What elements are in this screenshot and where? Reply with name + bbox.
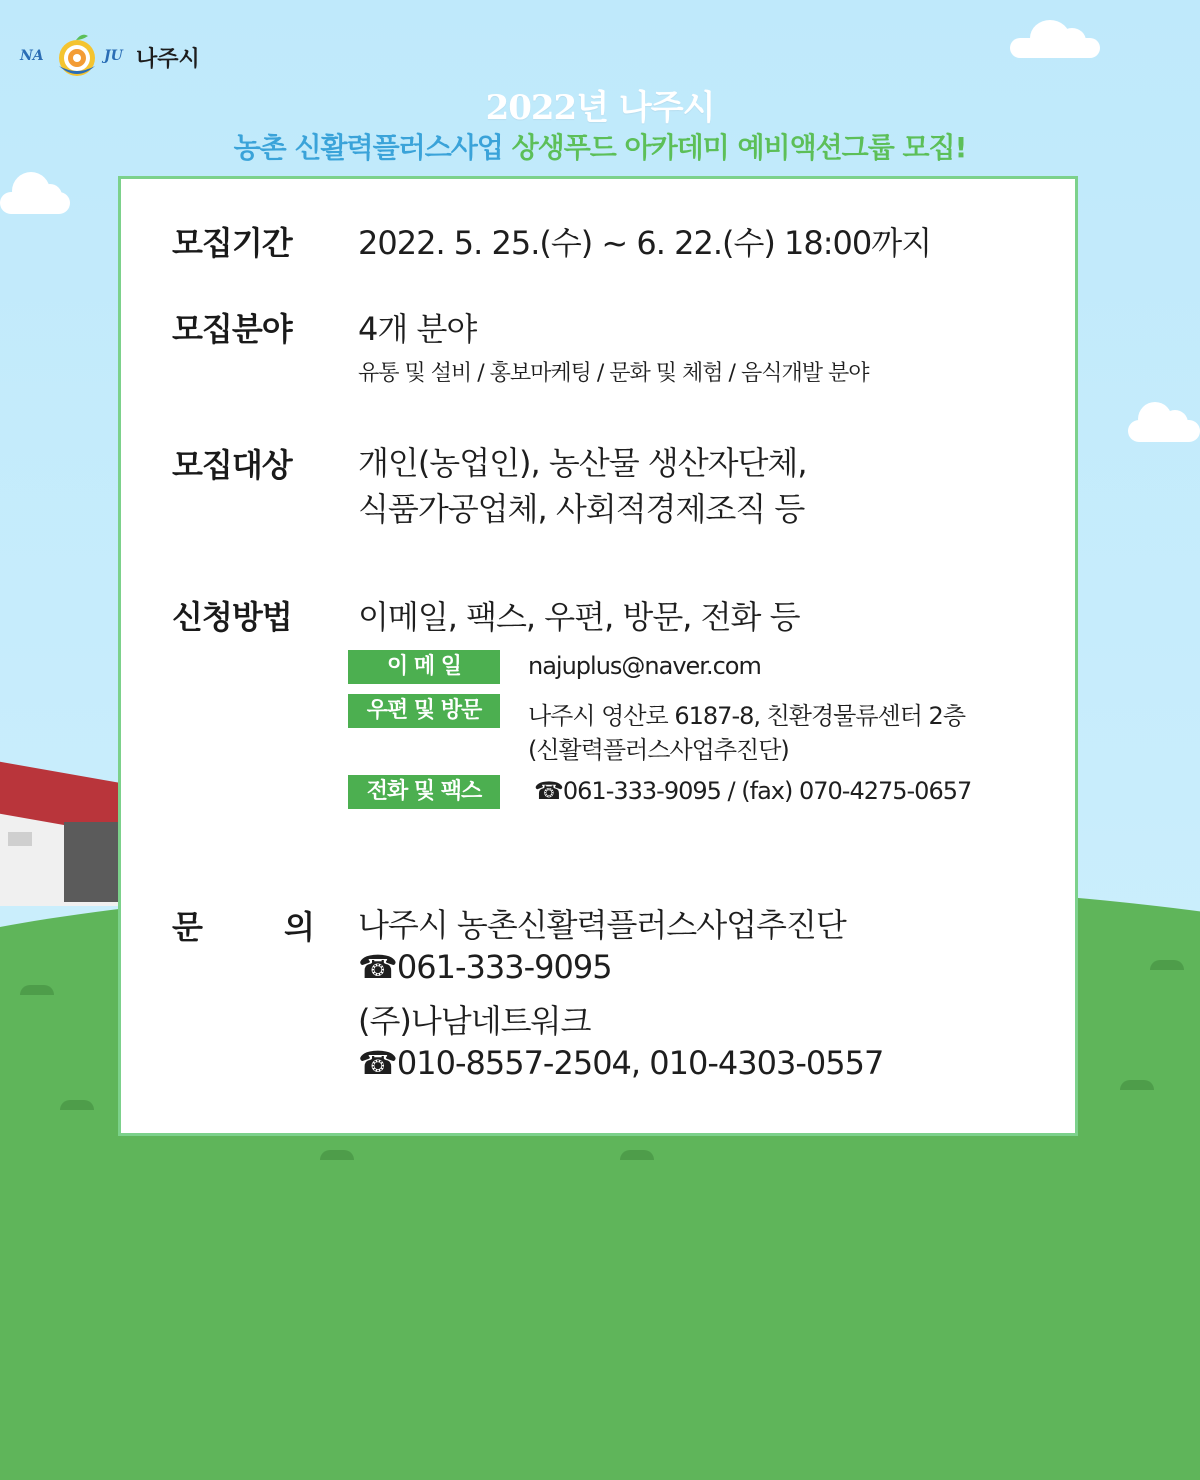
visit-address: 나주시 영산로 6187-8, 친환경물류센터 2층 (528, 702, 965, 730)
phone-badge: 전화 및 팩스 (348, 775, 500, 809)
apply-value: 이메일, 팩스, 우편, 방문, 전화 등 (358, 598, 800, 636)
grass-tuft (620, 1150, 654, 1160)
naju-emblem-icon (52, 30, 102, 80)
subtitle-part2: 상생푸드 아카데미 예비액션그룹 모집! (511, 131, 967, 164)
apply-label: 신청방법 (172, 598, 292, 636)
email-badge: 이 메 일 (348, 650, 500, 684)
contact-label-b: 의 (284, 908, 314, 946)
grass-tuft (20, 985, 54, 995)
phone-fax-value: ☎061-333-9095 / (fax) 070-4275-0657 (534, 777, 972, 805)
target-line1: 개인(농업인), 농산물 생산자단체, (358, 444, 807, 482)
visit-office: (신활력플러스사업추진단) (528, 736, 789, 764)
cloud-decoration (0, 192, 70, 214)
grass-tuft (1120, 1080, 1154, 1090)
visit-badge: 우편 및 방문 (348, 694, 500, 728)
grass-tuft (320, 1150, 354, 1160)
grass-tuft (60, 1100, 94, 1110)
page-subtitle (0, 126, 1200, 166)
subtitle-part1: 농촌 신활력플러스사업 (233, 131, 503, 164)
contact-line3: (주)나남네트워크 (358, 1002, 591, 1040)
field-label: 모집분야 (172, 310, 292, 348)
logo-ju-text: JU (104, 48, 123, 64)
logo-na-text: NA (20, 48, 44, 64)
naju-logo (20, 22, 220, 82)
target-label: 모집대상 (172, 446, 292, 484)
cloud-decoration (1010, 38, 1100, 58)
contact-line2: ☎061-333-9095 (358, 948, 612, 986)
field-value: 4개 분야 (358, 310, 477, 348)
barn-illustration (0, 760, 118, 900)
period-label: 모집기간 (172, 224, 292, 262)
email-value: najuplus@naver.com (528, 652, 761, 680)
field-detail: 유통 및 설비 / 홍보마케팅 / 문화 및 체험 / 음식개발 분야 (358, 361, 869, 386)
grass-tuft (1150, 960, 1184, 970)
page-title: 2022년 나주시 (485, 88, 715, 128)
contact-label-a: 문 (172, 908, 202, 946)
period-value: 2022. 5. 25.(수) ~ 6. 22.(수) 18:00까지 (358, 224, 932, 262)
contact-line1: 나주시 농촌신활력플러스사업추진단 (358, 906, 846, 944)
logo-city-name: 나주시 (136, 47, 200, 72)
contact-line4: ☎010-8557-2504, 010-4303-0557 (358, 1044, 884, 1082)
cloud-decoration (1128, 420, 1200, 442)
target-line2: 식품가공업체, 사회적경제조직 등 (358, 490, 805, 528)
